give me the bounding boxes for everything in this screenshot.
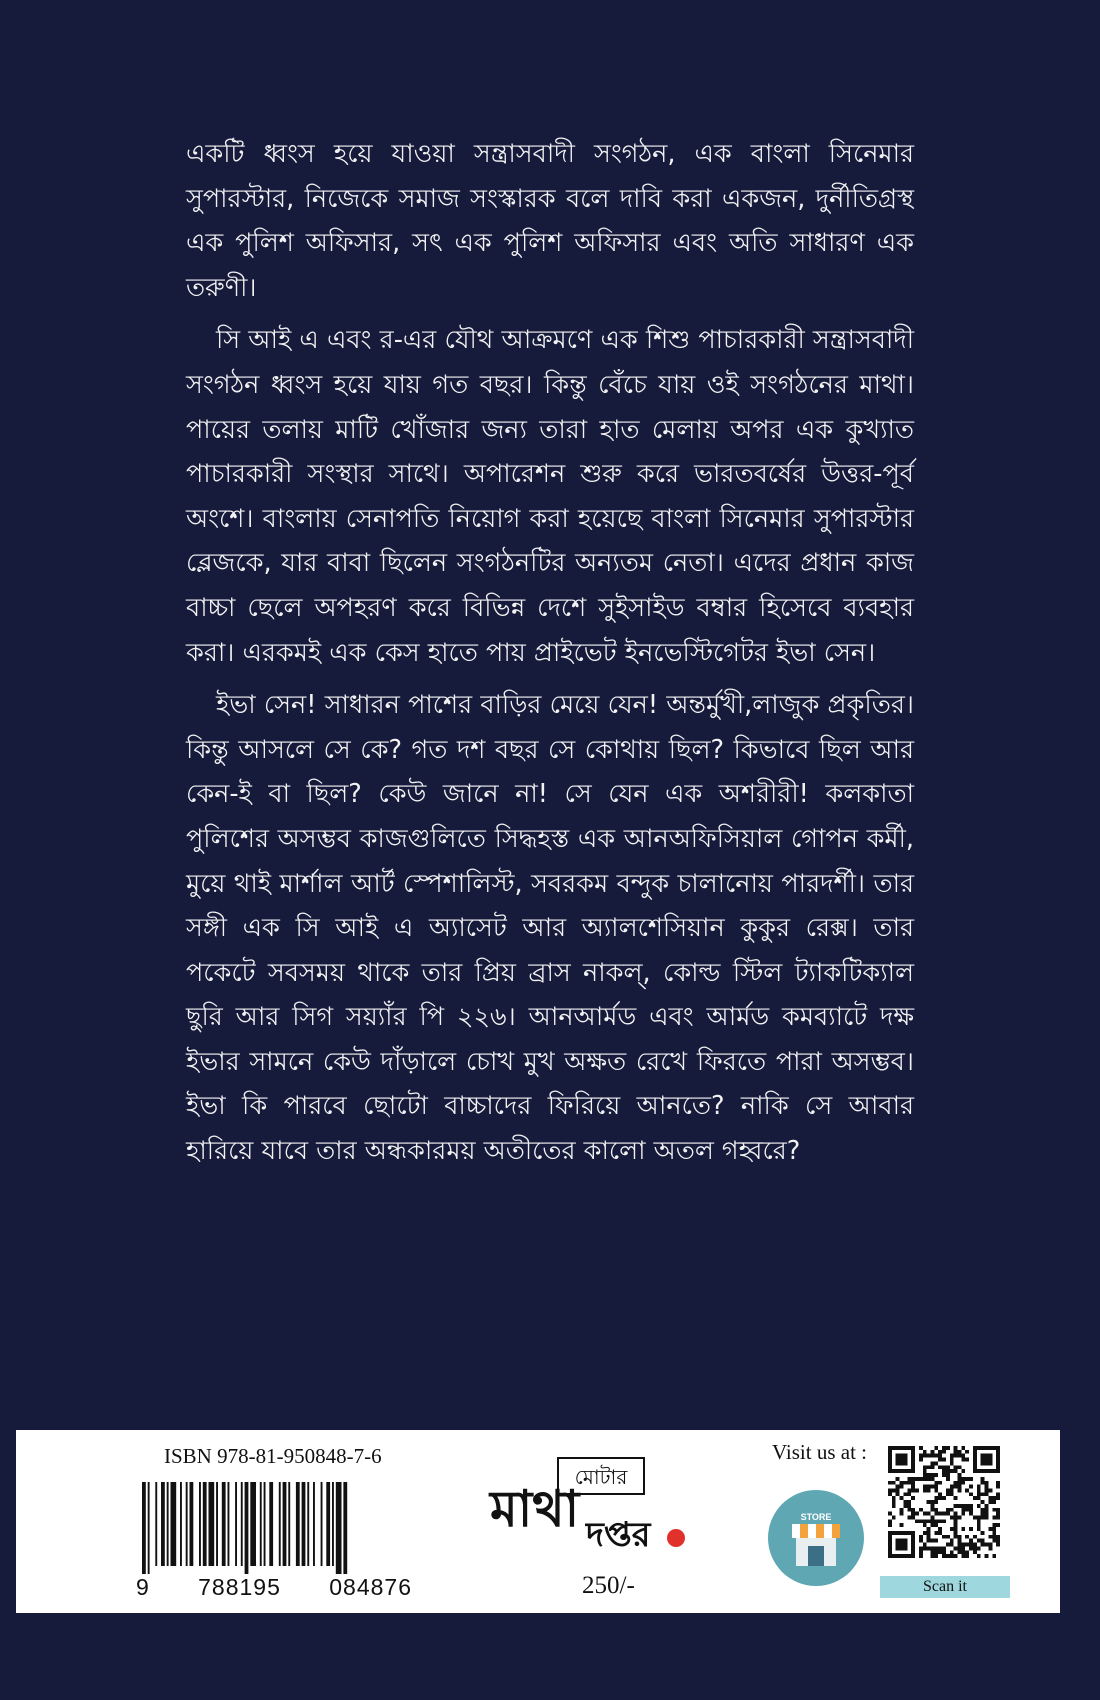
barcode-digits	[136, 1574, 412, 1601]
back-cover-blurb	[186, 132, 914, 1174]
logo-word-bottom: দপ্তর	[586, 1515, 651, 1555]
price-label: 250/-	[582, 1572, 635, 1599]
blurb-paragraph-3: ইভা সেন! সাধারন পাশের বাড়ির মেয়ে যেন! অন্তর্মুখী,লাজুক প্রকৃতির। কিন্তু আসলে সে কে? গত দশ বছর সে কোথায় ছিল? কিভাবে ছিল আর কেন-ই বা ছিল? কেউ জানে না! সে যেন এক অশরীরী! কলকাতা পুলিশের অসম্ভব কাজগুলিতে সিদ্ধহস্ত এক আনঅফিসিয়াল গোপন কর্মী, মুয়ে থাই মার্শাল আর্ট স্পেশালিস্ট, সবরকম বন্দুক চালানোয় পারদর্শী। তার সঙ্গী এক সি আই এ অ্যাসেট আর অ্যালশেসিয়ান কুকুর রেক্স। তার পকেটে সবসময় থাকে তার প্রিয় ব্রাস নাকল্, কোল্ড স্টিল ট্যাকটিক্যাল ছুরি আর সিগ সয়্যাঁর পি ২২৬। আনআর্মড এবং আর্মড কমব্যাটে দক্ষ ইভার সামনে কেউ দাঁড়ালে চোখ মুখ অক্ষত রেখে ফিরতে পারা অসম্ভব। ইভা কি পারবে ছোটো বাচ্চাদের ফিরিয়ে আনতে? নাকি সে আবার হারিয়ে যাবে তার অন্ধকারময় অতীতের কালো অতল গহ্বরে?	[186, 690, 914, 1167]
publisher-logo	[486, 1454, 696, 1564]
barcode-icon	[140, 1482, 408, 1574]
blurb-paragraph-1: একটি ধ্বংস হয়ে যাওয়া সন্ত্রাসবাদী সংগঠন, এক বাংলা সিনেমার সুপারস্টার, নিজেকে সমাজ সংস্কারক বলে দাবি করা একজন, দুর্নীতিগ্রস্থ এক পুলিশ অফিসার, সৎ এক পুলিশ অফিসার এবং অতি সাধারণ এক তরুণী।	[186, 139, 914, 303]
blurb-paragraph-2: সি আই এ এবং র-এর যৌথ আক্রমণে এক শিশু পাচারকারী সন্ত্রাসবাদী সংগঠন ধ্বংস হয়ে যায় গত বছর। কিন্তু বেঁচে যায় ওই সংগঠনের মাথা। পায়ের তলায় মাটি খোঁজার জন্য তারা হাত মেলায় অপর এক কুখ্যাত পাচারকারী সংস্থার সাথে। অপারেশন শুরু করে ভারতবর্ষের উত্তর-পূর্ব অংশে। বাংলায় সেনাপতি নিয়োগ করা হয়েছে বাংলা সিনেমার সুপারস্টার ব্লেজকে, যার বাবা ছিলেন সংগঠনটির অন্যতম নেতা। এদের প্রধান কাজ বাচ্চা ছেলে অপহরণ করে বিভিন্ন দেশে সুইসাইড বম্বার হিসেবে ব্যবহার করা। এরকমই এক কেস হাতে পায় প্রাইভেট ইনভেস্টিগেটর ইভা সেন।	[186, 325, 914, 668]
storefront-icon	[790, 1524, 842, 1568]
logo-dot-icon	[667, 1529, 685, 1547]
store-label: STORE	[800, 1512, 832, 1522]
barcode-digit-group: 788195	[198, 1574, 281, 1600]
logo-word-top: মোটার	[574, 1465, 628, 1489]
logo-word-left: মাথা	[490, 1480, 580, 1538]
barcode-digit-group: 084876	[329, 1574, 412, 1600]
scan-it-label: Scan it	[880, 1576, 1010, 1598]
isbn-text: ISBN 978-81-950848-7-6	[164, 1444, 382, 1468]
cover-footer-panel	[16, 1430, 1060, 1613]
barcode-digit-group: 9	[136, 1574, 150, 1600]
qr-code-icon[interactable]	[888, 1446, 1000, 1558]
visit-us-label: Visit us at :	[772, 1440, 867, 1464]
store-icon[interactable]	[768, 1490, 864, 1586]
